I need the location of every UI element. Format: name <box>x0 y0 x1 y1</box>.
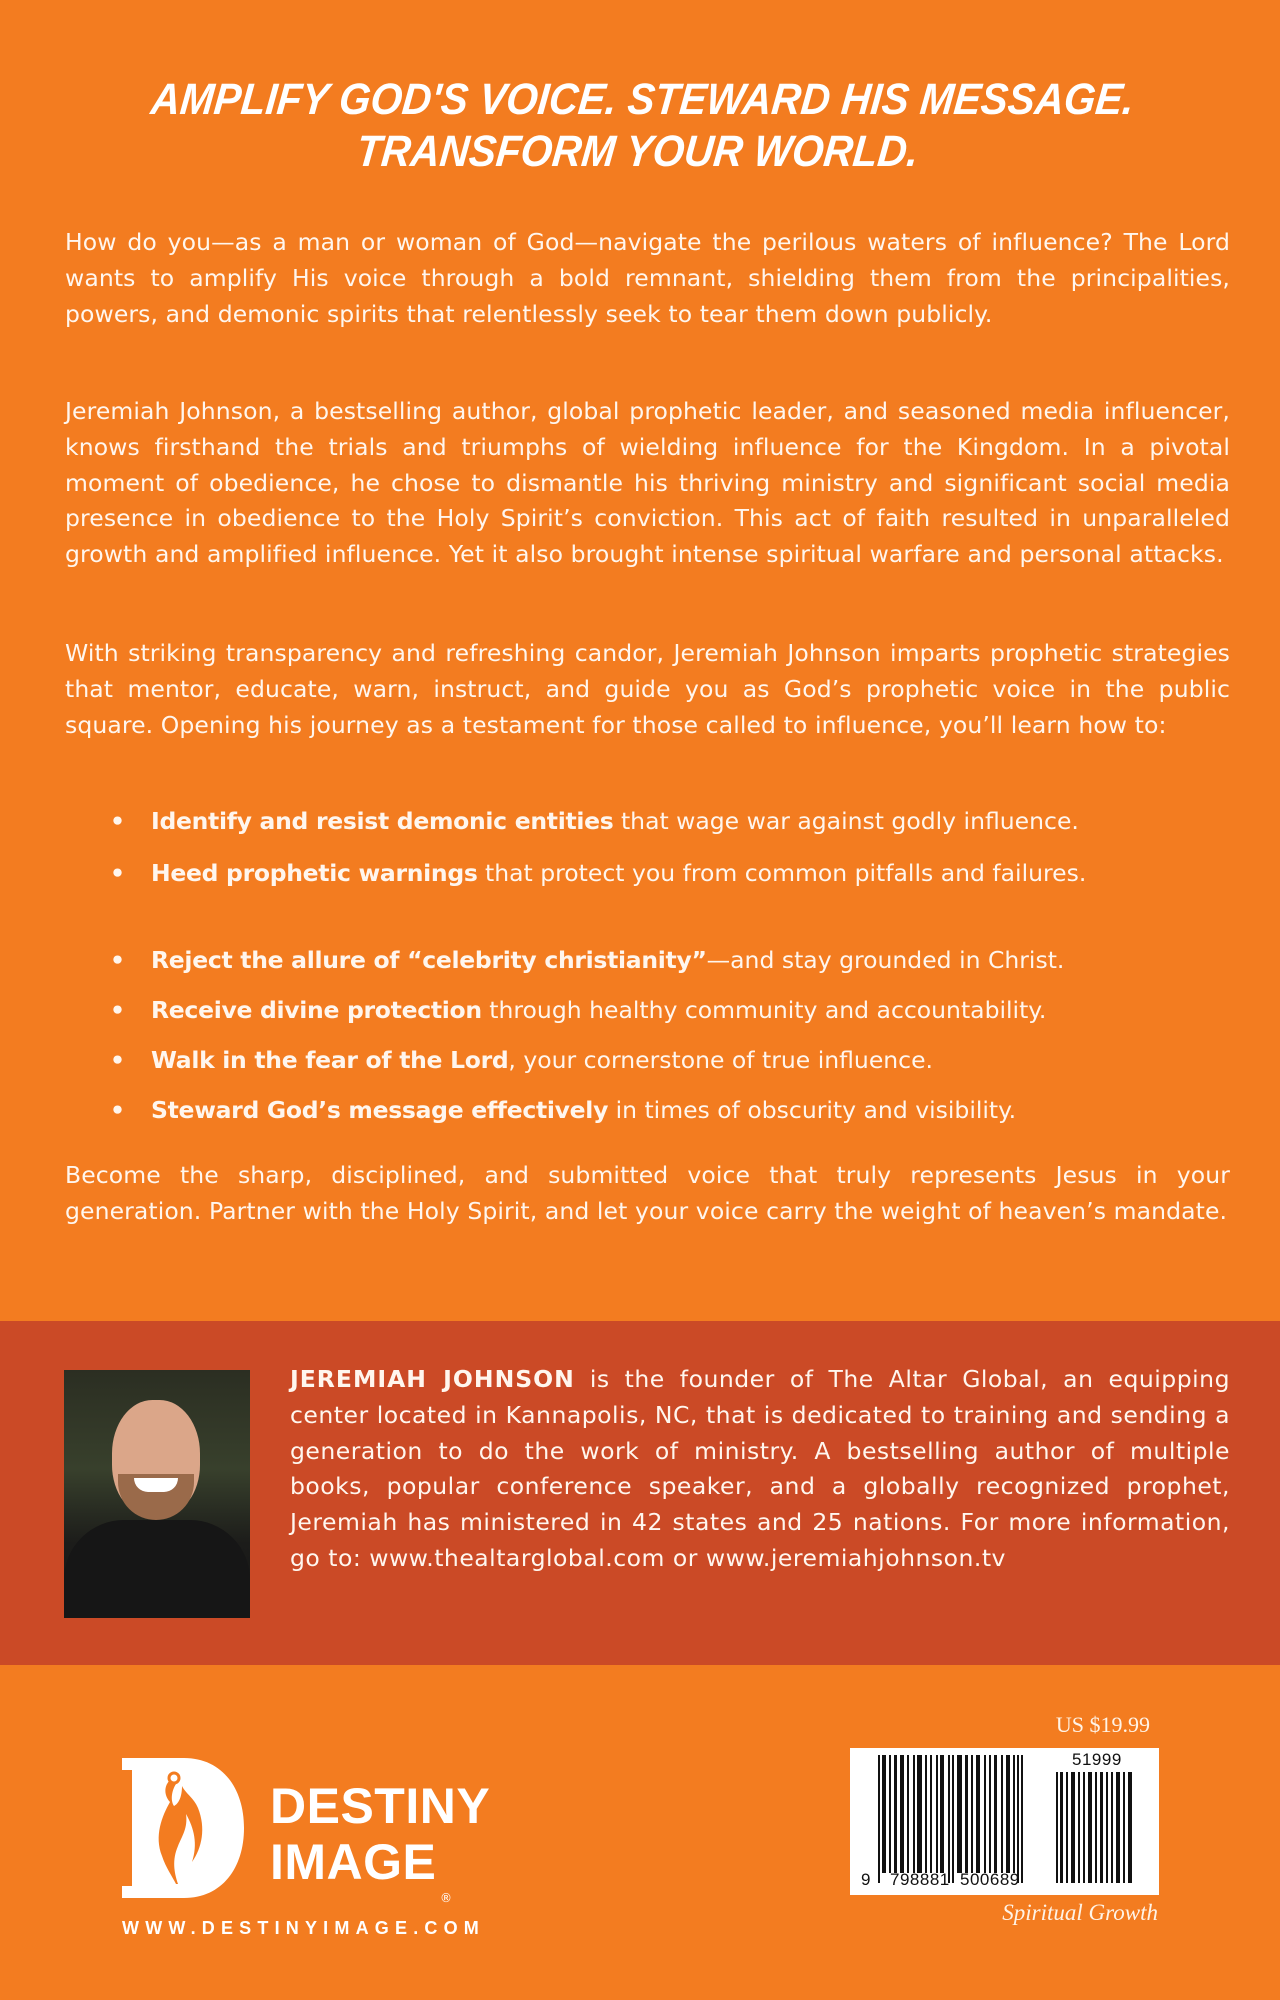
learn-how-paragraph <box>65 636 1230 743</box>
bullet-item <box>110 856 1230 892</box>
isbn-group-2: 500689 <box>960 1870 1020 1889</box>
intro-paragraph <box>65 225 1230 332</box>
isbn-barcode <box>850 1748 1159 1895</box>
bullet-rest: in times of obscurity and visibility. <box>608 1096 1017 1124</box>
bullet-bold: Heed prophetic warnings <box>151 859 478 887</box>
bullet-item <box>110 943 1230 979</box>
publisher-name-line-1: DESTINY <box>270 1778 491 1834</box>
bullet-bold: Steward God’s message effectively <box>151 1096 609 1124</box>
bullet-icon: • <box>110 807 126 835</box>
publisher-url: WWW.DESTINYIMAGE.COM <box>122 1918 485 1938</box>
author-bio <box>290 1362 1230 1577</box>
bullet-icon: • <box>110 859 126 887</box>
publisher-name <box>270 1778 490 1890</box>
cover-headline <box>46 74 1234 178</box>
paragraph-text: Jeremiah Johnson, a bestselling author, global prophetic leader, and seasoned media influencer, knows firsthand the trials and triumphs of wielding influence for the Kingdom. In a pivotal moment of obedience, he chose to dismantle his thriving ministry and significant social media presence in obedience to the Holy Spirit’s conviction. This act of faith resulted in unparalleled growth and amplified influence. Yet it also brought intense spiritual warfare and personal attacks. <box>65 397 1230 569</box>
bullet-icon: • <box>110 1096 126 1124</box>
author-bio-text: is the founder of The Altar Global, an equipping center located in Kannapolis, NC, that is dedicated to training and sending a generation to do the work of ministry. A bestselling author of multiple books, popular conference speaker, and a globally recognized prophet, Jeremiah has ministered in 42 states and 25 nations. For more information, go to: www.thealtarglobal.com or www.jeremiahjohnson.tv <box>290 1365 1230 1572</box>
bullet-icon: • <box>110 996 126 1024</box>
bullet-bold: Receive divine protection <box>151 996 482 1024</box>
headline-line-2: TRANSFORM YOUR WORLD. <box>354 127 921 176</box>
headline-line-1: AMPLIFY GOD'S VOICE. STEWARD HIS MESSAGE. <box>148 75 1137 124</box>
bullet-rest: —and stay grounded in Christ. <box>706 946 1065 974</box>
bullet-rest: , your cornerstone of true influence. <box>508 1046 934 1074</box>
bullet-bold: Walk in the fear of the Lord <box>151 1046 509 1074</box>
bullet-rest: that wage war against godly influence. <box>613 807 1079 835</box>
bullet-bold: Reject the allure of “celebrity christianity” <box>151 946 707 974</box>
destiny-image-d-flame-icon <box>122 1758 244 1898</box>
isbn-group-1: 798881 <box>890 1870 950 1889</box>
paragraph-text: How do you—as a man or woman of God—navigate the perilous waters of influence? The Lord wants to amplify His voice through a bold remnant, shielding them from the principalities, powers, and demonic spirits that relentlessly seek to tear them down publicly. <box>65 228 1230 328</box>
author-name: JEREMIAH JOHNSON <box>290 1365 575 1393</box>
barcode-addon: 51999 <box>1072 1750 1122 1769</box>
price-label: US $19.99 <box>1055 1712 1150 1737</box>
bullet-rest: through healthy community and accountability. <box>481 996 1047 1024</box>
genre-label: Spiritual Growth <box>1002 1900 1158 1925</box>
bullet-icon: • <box>110 1046 126 1074</box>
photo-shirt <box>64 1520 250 1618</box>
bullet-icon: • <box>110 946 126 974</box>
bullet-item <box>110 993 1230 1029</box>
author-story-paragraph <box>65 394 1230 573</box>
paragraph-text: Become the sharp, disciplined, and submitted voice that truly represents Jesus in your generation. Partner with the Holy Spirit, and let your voice carry the weight of heaven’s mandate. <box>65 1161 1230 1225</box>
bullet-rest: that protect you from common pitfalls and failures. <box>477 859 1087 887</box>
paragraph-text: With striking transparency and refreshing candor, Jeremiah Johnson imparts prophetic strategies that mentor, educate, warn, instruct, and guide you as God’s prophetic voice in the public square. Opening his journey as a testament for those called to influence, you’ll learn how to: <box>65 639 1230 739</box>
author-photo <box>64 1370 250 1618</box>
bullet-item <box>110 1093 1230 1129</box>
isbn-prefix: 9 <box>861 1870 871 1889</box>
closing-paragraph <box>65 1158 1230 1230</box>
author-bio-band <box>0 1321 1280 1665</box>
publisher-name-line-2: IMAGE <box>270 1834 437 1890</box>
bullet-item <box>110 804 1230 840</box>
bullet-item <box>110 1043 1230 1079</box>
bullet-bold: Identify and resist demonic entities <box>151 807 614 835</box>
registered-mark: ® <box>440 1891 452 1905</box>
